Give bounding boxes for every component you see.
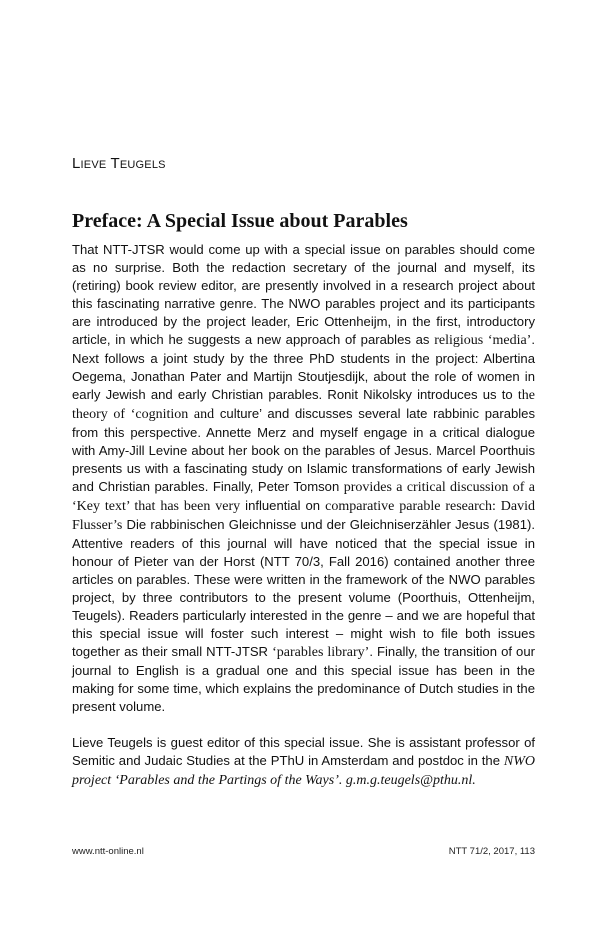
footer-website: www.ntt-online.nl [72, 846, 144, 857]
article-title: Preface: A Special Issue about Parables [72, 210, 408, 232]
text-run: . Next follows a joint study by the three PhD students in the project: Albertina Oegema, Jonathan Pater and Martijn Stoutjesdijk, about the role of women in early Jewish and early Christian parables. Ronit Nikolsky introduces us to [72, 332, 535, 402]
text-run: That NTT-JTSR would come up with a special issue on parables should come as no surprise. Both the redaction secretary of the journal and myself, its (retiring) book review editor, are presently involved in a research project about this fascinating narrative genre. The NWO parables project and its participants are introduced by the project leader, Eric Ottenheijm, in the first, introductory article, in which he suggests a new approach of parables as [72, 242, 535, 347]
text-run: . Finally, the transition of our journal to English is a gradual one and this special issue has been in the making for some time, which explains the predominance of Dutch studies in the present volume. [72, 644, 535, 714]
author-name: Lieve Teugels [72, 155, 166, 172]
footer-citation: NTT 71/2, 2017, 113 [448, 846, 535, 857]
article-body [72, 241, 535, 790]
text-run-serif: religious ‘media’ [434, 333, 532, 348]
text-run-serif: comparative parable research: David Flusser’s [72, 499, 535, 533]
text-run: Lieve Teugels is guest editor of this special issue. She is assistant professor of Semitic and Judaic Studies at the PThU in Amsterdam and postdoc in the [72, 735, 535, 768]
text-run-serif: the theory of ‘cognition and [72, 388, 535, 422]
text-run: culture’ and discusses several late rabbinic parables from this perspective. Annette Merz and myself engage in a critical dialogue with Amy-Jill Levine about her book on the parables of Jesus. Marcel Poorthuis presents us with a fascinating study on Islamic transformations of early Jewish and Christian parables. Finally, Peter Tomson [72, 406, 535, 494]
text-run: Die rabbinischen Gleichnisse und der Gleichniserzähler Jesus (1981). Attentive readers of this journal will have noticed that the special issue in honour of Pieter van der Horst (NTT 70/3, Fall 2016) contained another three articles on parables. These were written in the framework of the NWO parables project, by three contributors to the present volume (Poorthuis, Ottenheijm, Teugels). Readers particularly interested in the genre – and we are hopeful that this special issue will foster such interest – might wish to file both issues together as their small NTT-JTSR [72, 517, 535, 659]
text-run-serif: provides a critical discussion of a ‘Key text’ that has been very [72, 480, 535, 514]
paragraph-intro [72, 241, 535, 716]
text-run-serif: ‘parables library’ [272, 645, 370, 660]
project-and-email: NWO project ‘Parables and the Partings of the Ways’. g.m.g.teugels@pthu.nl. [72, 754, 535, 788]
paragraph-author-bio [72, 734, 535, 790]
page-footer [72, 846, 535, 857]
text-run: influential on [240, 498, 326, 513]
